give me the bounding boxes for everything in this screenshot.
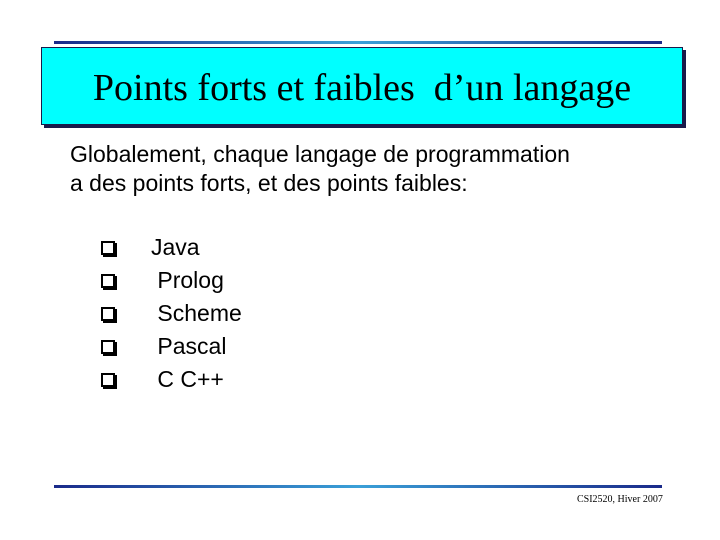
title-box	[41, 47, 683, 125]
hollow-square-bullet-icon	[101, 373, 115, 387]
list-item	[101, 363, 242, 396]
hollow-square-bullet-icon	[101, 307, 115, 321]
list-item	[101, 330, 242, 363]
top-divider-line	[54, 41, 662, 44]
list-item	[101, 264, 242, 297]
list-item-label: Java	[151, 234, 200, 260]
slide-title: Points forts et faibles d’un langage	[92, 67, 632, 109]
list-item-label: Pascal	[151, 333, 227, 359]
language-list	[101, 231, 242, 396]
hollow-square-bullet-icon	[101, 274, 115, 288]
intro-paragraph	[70, 140, 670, 198]
intro-line: a des points forts, et des points faibles:	[70, 170, 468, 196]
hollow-square-bullet-icon	[101, 340, 115, 354]
bottom-divider-line	[54, 485, 662, 488]
list-item-label: C C++	[151, 366, 224, 392]
list-item-label: Prolog	[151, 267, 224, 293]
list-item	[101, 231, 242, 264]
list-item	[101, 297, 242, 330]
list-item-label: Scheme	[151, 300, 242, 326]
footer-course-label: CSI2520, Hiver 2007	[577, 494, 663, 505]
intro-line: Globalement, chaque langage de programmation	[70, 141, 570, 167]
hollow-square-bullet-icon	[101, 241, 115, 255]
